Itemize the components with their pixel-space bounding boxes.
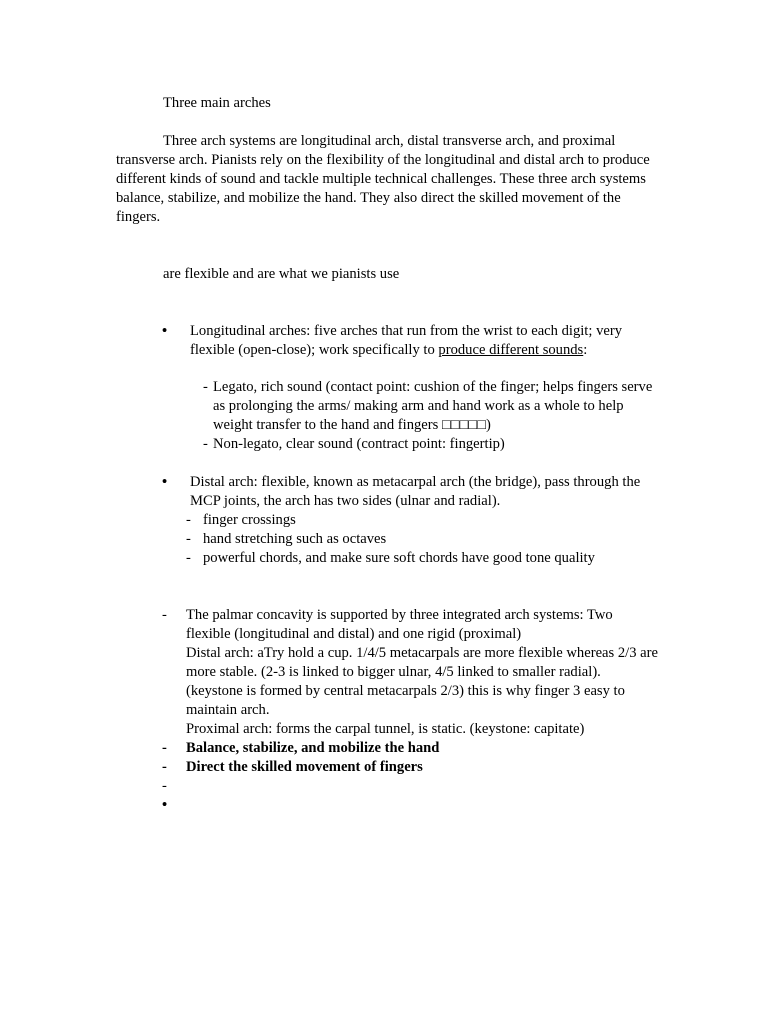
dash-non-legato: - — [203, 436, 208, 452]
palmar-line-2: Distal arch: aTry hold a cup. 1/4/5 metacarpals are more flexible whereas 2/3 are more stable. (2-3 is linked to bigger ulnar, 4/5 linked to smaller radial). (keystone is formed by central metacarpals 2/3) this is why finger 3 easy to maintain arch. — [186, 645, 658, 718]
palmar-concavity-block — [186, 606, 658, 739]
bullet-empty: • — [162, 797, 168, 813]
dash-hand-stretching: - — [186, 531, 191, 547]
dash-empty: - — [162, 778, 167, 794]
legato-item: Legato, rich sound (contact point: cushion of the finger; helps fingers serve as prolonging the arms/ making arm and hand work as a whole to help weight transfer to the hand and fingers □□□□□) — [213, 379, 653, 433]
dash-palmar: - — [162, 607, 167, 623]
subtitle-line: are flexible and are what we pianists use — [163, 266, 400, 282]
palmar-line-1: The palmar concavity is supported by three integrated arch systems: Two flexible (longitudinal and distal) and one rigid (proximal) — [186, 607, 613, 642]
longitudinal-arch-text — [190, 322, 658, 360]
bullet-distal: • — [162, 474, 168, 490]
dash-direct: - — [162, 759, 167, 775]
intro-paragraph: Three arch systems are longitudinal arch, distal transverse arch, and proximal transverse arch. Pianists rely on the flexibility of the longitudinal and distal arch to produce different kinds of sound and tackle multiple technical challenges. These three arch systems balance, stabilize, and mobilize the hand. They also direct the skilled movement of the fingers. — [116, 133, 650, 225]
finger-crossings-item: finger crossings — [203, 512, 296, 528]
longitudinal-text-before: Longitudinal arches: five arches that run from the wrist to each digit; very flexible (open-close); work specifically to — [190, 323, 622, 358]
longitudinal-text-after: : — [583, 342, 588, 358]
direct-bold-text: Direct the skilled movement of fingers — [186, 759, 423, 775]
dash-balance: - — [162, 740, 167, 756]
non-legato-item: Non-legato, clear sound (contract point: fingertip) — [213, 436, 505, 452]
bullet-longitudinal: • — [162, 323, 168, 339]
dash-powerful-chords: - — [186, 550, 191, 566]
hand-stretching-item: hand stretching such as octaves — [203, 531, 387, 547]
section-title: Three main arches — [163, 95, 271, 111]
palmar-line-3: Proximal arch: forms the carpal tunnel, is static. (keystone: capitate) — [186, 721, 585, 737]
direct-item — [186, 758, 658, 777]
powerful-chords-item: powerful chords, and make sure soft chords have good tone quality — [203, 550, 595, 566]
balance-item — [186, 739, 658, 758]
produce-sounds-underlined: produce different sounds — [438, 342, 584, 358]
dash-finger-crossings: - — [186, 512, 191, 528]
distal-arch-text: Distal arch: flexible, known as metacarpal arch (the bridge), pass through the MCP joints, the arch has two sides (ulnar and radial). — [190, 474, 641, 509]
dash-legato: - — [203, 379, 208, 395]
balance-bold-text: Balance, stabilize, and mobilize the hand — [186, 740, 440, 756]
